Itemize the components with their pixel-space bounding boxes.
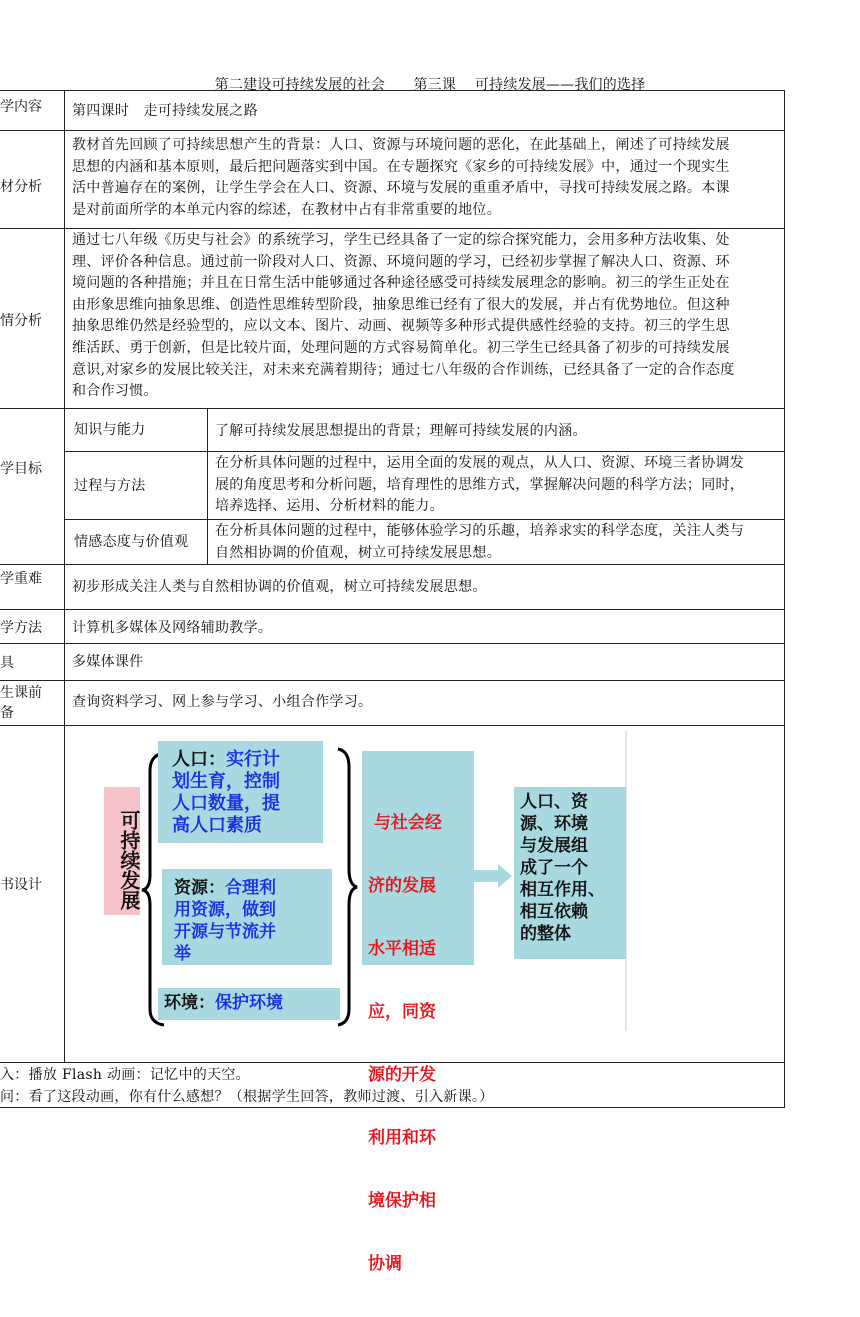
title-box-text: 可持续发展 [117,810,141,910]
prep-text: 查询资料学习、网上参与学习、小组合作学习。 [72,694,373,710]
text-line: 在分析具体问题的过程中，运用全面的发展的观点，从人口、资源、环境三者协调发 [215,455,745,471]
row-label-content: 学内容 [0,99,42,115]
text-line: 境问题的各种措施；并且在日常生活中能够通过各种途径感受可持续发展理念的影响。初三的学生正处在 [72,275,730,292]
tools-text: 多媒体课件 [72,654,144,670]
text-line: 用资源，做到 [174,900,276,920]
goal-name-process: 过程与方法 [74,478,146,494]
text-line: 成了一个 [520,858,588,878]
text-line: 境保护相 [368,1191,436,1211]
text-line: 思想的内涵和基本原则，最后把问题落实到中国。在专题探究《家乡的可持续发展》中，通过一个现实生 [72,158,730,175]
text-line: 水平相适 [368,939,436,959]
text-line: 开源与节流并 [174,922,276,942]
center-box [362,751,474,1274]
environment-box: 环境：保护环境 [158,988,340,1020]
right-brace [338,749,357,1025]
text-line: 高人口素质 [172,815,262,836]
intro-line: 入：播放 Flash 动画：记忆中的天空。 [0,1067,250,1083]
text-line: 生课前 [0,685,42,701]
text-line: 应，同资 [368,1002,436,1022]
text-line: 活中普遍存在的案例，让学生学会在人口、资源、环境与发展的重重矛盾中，寻找可持续发展之路。本课 [72,180,730,197]
goal-name-attitude: 情感态度与价值观 [74,534,189,550]
row-label-method: 学方法 [0,620,42,636]
question-line: 问：看了这段动画，你有什么感想？（根据学生回答，教师过渡、引入新课。） [0,1089,494,1105]
student-analysis-text [72,230,784,403]
text-line: 举 [174,944,191,964]
text-line: 相互依赖 [520,902,588,922]
text-line: 理、评价各种信息。通过前一阶段对人口、资源、环境问题的学习，已经初步掌握了解决人口、资源、环 [72,253,730,270]
text-line: 协调 [368,1254,402,1274]
key-points-text: 初步形成关注人类与自然相协调的价值观，树立可持续发展思想。 [72,579,487,595]
material-analysis-text [72,135,784,221]
text-line: 和合作习惯。 [72,383,158,400]
text-line: 源、环境 [520,814,588,834]
row-label-key: 学重难 [0,571,42,587]
row-label-material: 材分析 [0,179,42,195]
text-line: 展的角度思考和分析问题，培育理性的思维方式，掌握解决问题的科学方法；同时， [215,476,745,493]
row-label-students: 情分析 [0,313,42,329]
text-line: 划生育，控制 [172,771,280,792]
text-line: 人口、资 [520,792,588,812]
text-line: 济的发展 [368,876,436,896]
goal-text-knowledge: 了解可持续发展思想提出的背景；理解可持续发展的内涵。 [215,423,587,439]
text-line: 是对前面所学的本单元内容的综述，在教材中占有非常重要的地位。 [72,201,501,218]
text-line: 自然相协调的价值观，树立可持续发展思想。 [215,544,501,561]
text-line: 资源：合理利 [174,878,276,898]
text-line: 人口数量，提 [172,793,280,814]
text-line: 人口：实行计 [172,749,280,770]
row-label-prep [0,683,42,723]
text-line: 相互作用、 [520,880,605,900]
population-box [158,741,323,843]
text-line: 与发展组 [520,836,588,856]
text-line: 在分析具体问题的过程中，能够体验学习的乐趣，培养求实的科学态度，关注人类与 [215,523,745,539]
text-line: 通过七八年级《历史与社会》的系统学习，学生已经具备了一定的综合探究能力，会用多种方法收集、处 [72,232,730,248]
row-label-goals: 学目标 [0,461,42,477]
text-line: 教材首先回顾了可持续思想产生的背景：人口、资源与环境问题的恶化，在此基础上，阐述了可持续发展 [72,137,730,153]
document-title: 第二建设可持续发展的社会 第三课 可持续发展——我们的选择 [214,77,646,93]
lesson-title: 第四课时 走可持续发展之路 [72,103,258,119]
result-box [514,787,626,959]
goal-text-attitude [215,521,785,564]
text-line: 抽象思维仍然是经验型的，应以文本、图片、动画、视频等多种形式提供感性经验的支持。初三的学生思 [72,318,730,335]
goal-text-process [215,453,785,518]
text-line: 利用和环 [368,1128,436,1148]
text-line: 源的开发 [368,1065,436,1085]
text-line: 培养选择、运用、分析材料的能力。 [215,498,444,515]
text-line: 备 [0,705,14,721]
text-line: 意识,对家乡的发展比较关注，对未来充满着期待；通过七八年级的合作训练，已经具备了一定的合作态度 [72,361,735,378]
goal-name-knowledge: 知识与能力 [74,422,146,438]
row-label-board: 书设计 [0,877,42,893]
method-text: 计算机多媒体及网络辅助教学。 [72,620,273,636]
text-line: 与社会经 [368,813,442,833]
text-line: 维活跃、勇于创新，但是比较片面，处理问题的方式容易简单化。初三学生已经具备了初步的可持续发展 [72,339,730,356]
text-line: 的整体 [520,924,571,944]
text-line: 由形象思维向抽象思维、创造性思维转型阶段，抽象思维已经有了很大的发展，并占有优势地位。但这种 [72,296,730,313]
arrow-icon [472,864,512,888]
resources-box [162,869,332,965]
row-label-tools: 具 [0,655,14,671]
